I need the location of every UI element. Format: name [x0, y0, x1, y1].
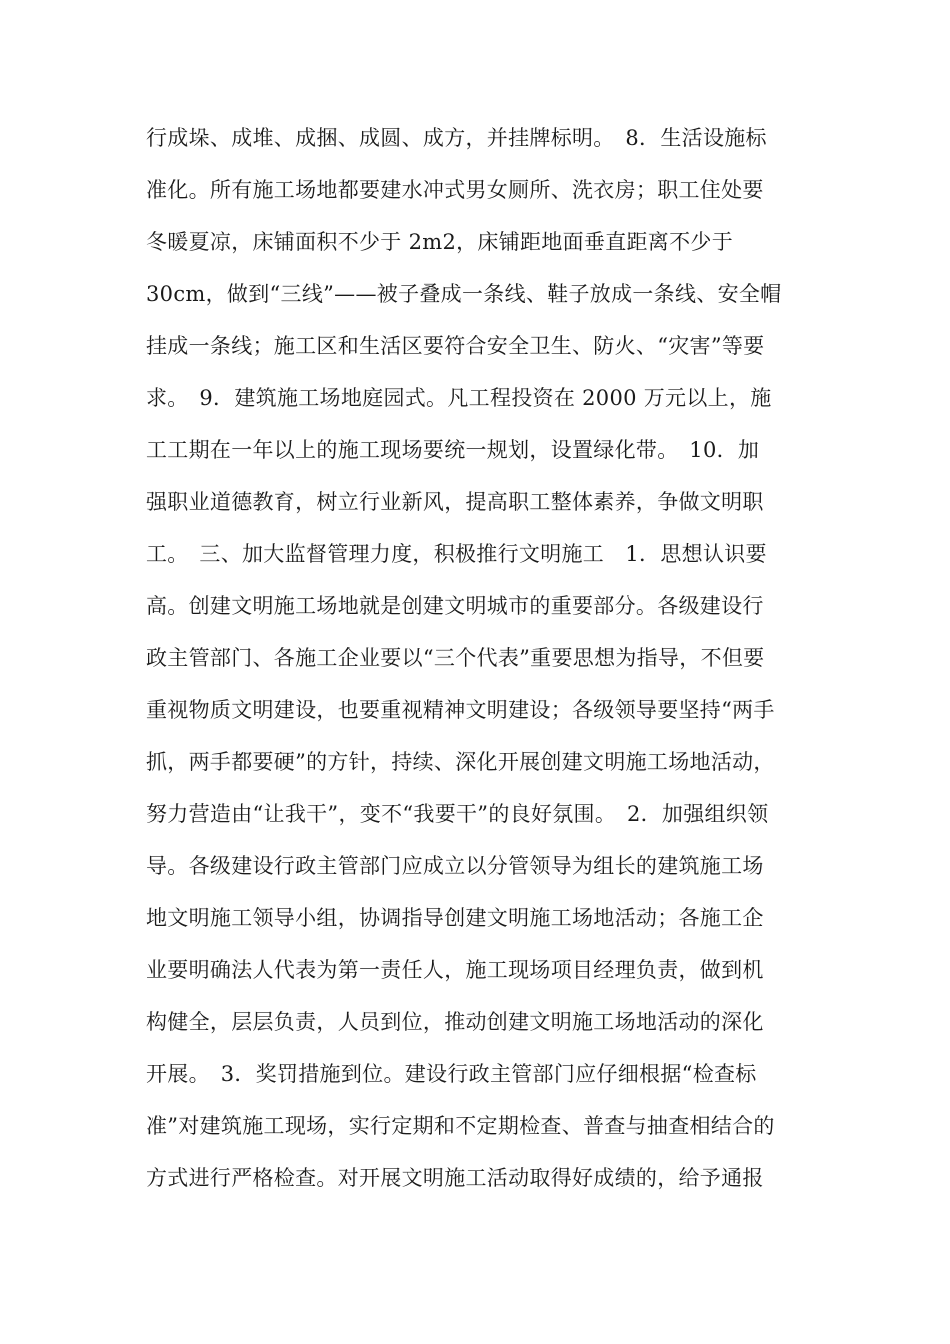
- text-line: 准化。所有施工场地都要建水冲式男女厕所、洗衣房；职工住处要: [146, 178, 764, 202]
- text-line: 准”对建筑施工现场，实行定期和不定期检查、普查与抽查相结合的: [146, 1114, 775, 1138]
- text-line: 构健全，层层负责，人员到位，推动创建文明施工场地活动的深化: [146, 1010, 764, 1034]
- text-line: 30cm，做到“三线”——被子叠成一条线、鞋子放成一条线、安全帽: [146, 282, 782, 306]
- text-line: 努力营造由“让我干”，变不“我要干”的良好氛围。 2．加强组织领: [146, 802, 769, 826]
- text-line: 冬暖夏凉，床铺面积不少于 2m2，床铺距地面垂直距离不少于: [146, 230, 734, 254]
- text-line: 挂成一条线；施工区和生活区要符合安全卫生、防火、“灾害”等要: [146, 334, 765, 358]
- text-line: 强职业道德教育，树立行业新风，提高职工整体素养，争做文明职: [146, 490, 764, 514]
- text-line: 业要明确法人代表为第一责任人，施工现场项目经理负责，做到机: [146, 958, 764, 982]
- text-line: 工工期在一年以上的施工现场要统一规划，设置绿化带。 10．加: [146, 438, 760, 462]
- text-line: 求。 9．建筑施工场地庭园式。凡工程投资在 2000 万元以上，施: [146, 386, 772, 410]
- text-line: 工。 三、加大监督管理力度，积极推行文明施工 1．思想认识要: [146, 542, 767, 566]
- text-line: 方式进行严格检查。对开展文明施工活动取得好成绩的，给予通报: [146, 1166, 764, 1190]
- text-line: 抓，两手都要硬”的方针，持续、深化开展创建文明施工场地活动，: [146, 750, 775, 774]
- body-text: [146, 112, 816, 1204]
- text-line: 地文明施工领导小组，协调指导创建文明施工场地活动；各施工企: [146, 906, 764, 930]
- text-line: 导。各级建设行政主管部门应成立以分管领导为组长的建筑施工场: [146, 854, 764, 878]
- text-line: 重视物质文明建设，也要重视精神文明建设；各级领导要坚持“两手: [146, 698, 775, 722]
- text-line: 行成垛、成堆、成捆、成圆、成方，并挂牌标明。 8．生活设施标: [146, 126, 767, 150]
- text-line: 高。创建文明施工场地就是创建文明城市的重要部分。各级建设行: [146, 594, 764, 618]
- text-line: 开展。 3．奖罚措施到位。建设行政主管部门应仔细根据“检查标: [146, 1062, 757, 1086]
- text-line: 政主管部门、各施工企业要以“三个代表”重要思想为指导，不但要: [146, 646, 765, 670]
